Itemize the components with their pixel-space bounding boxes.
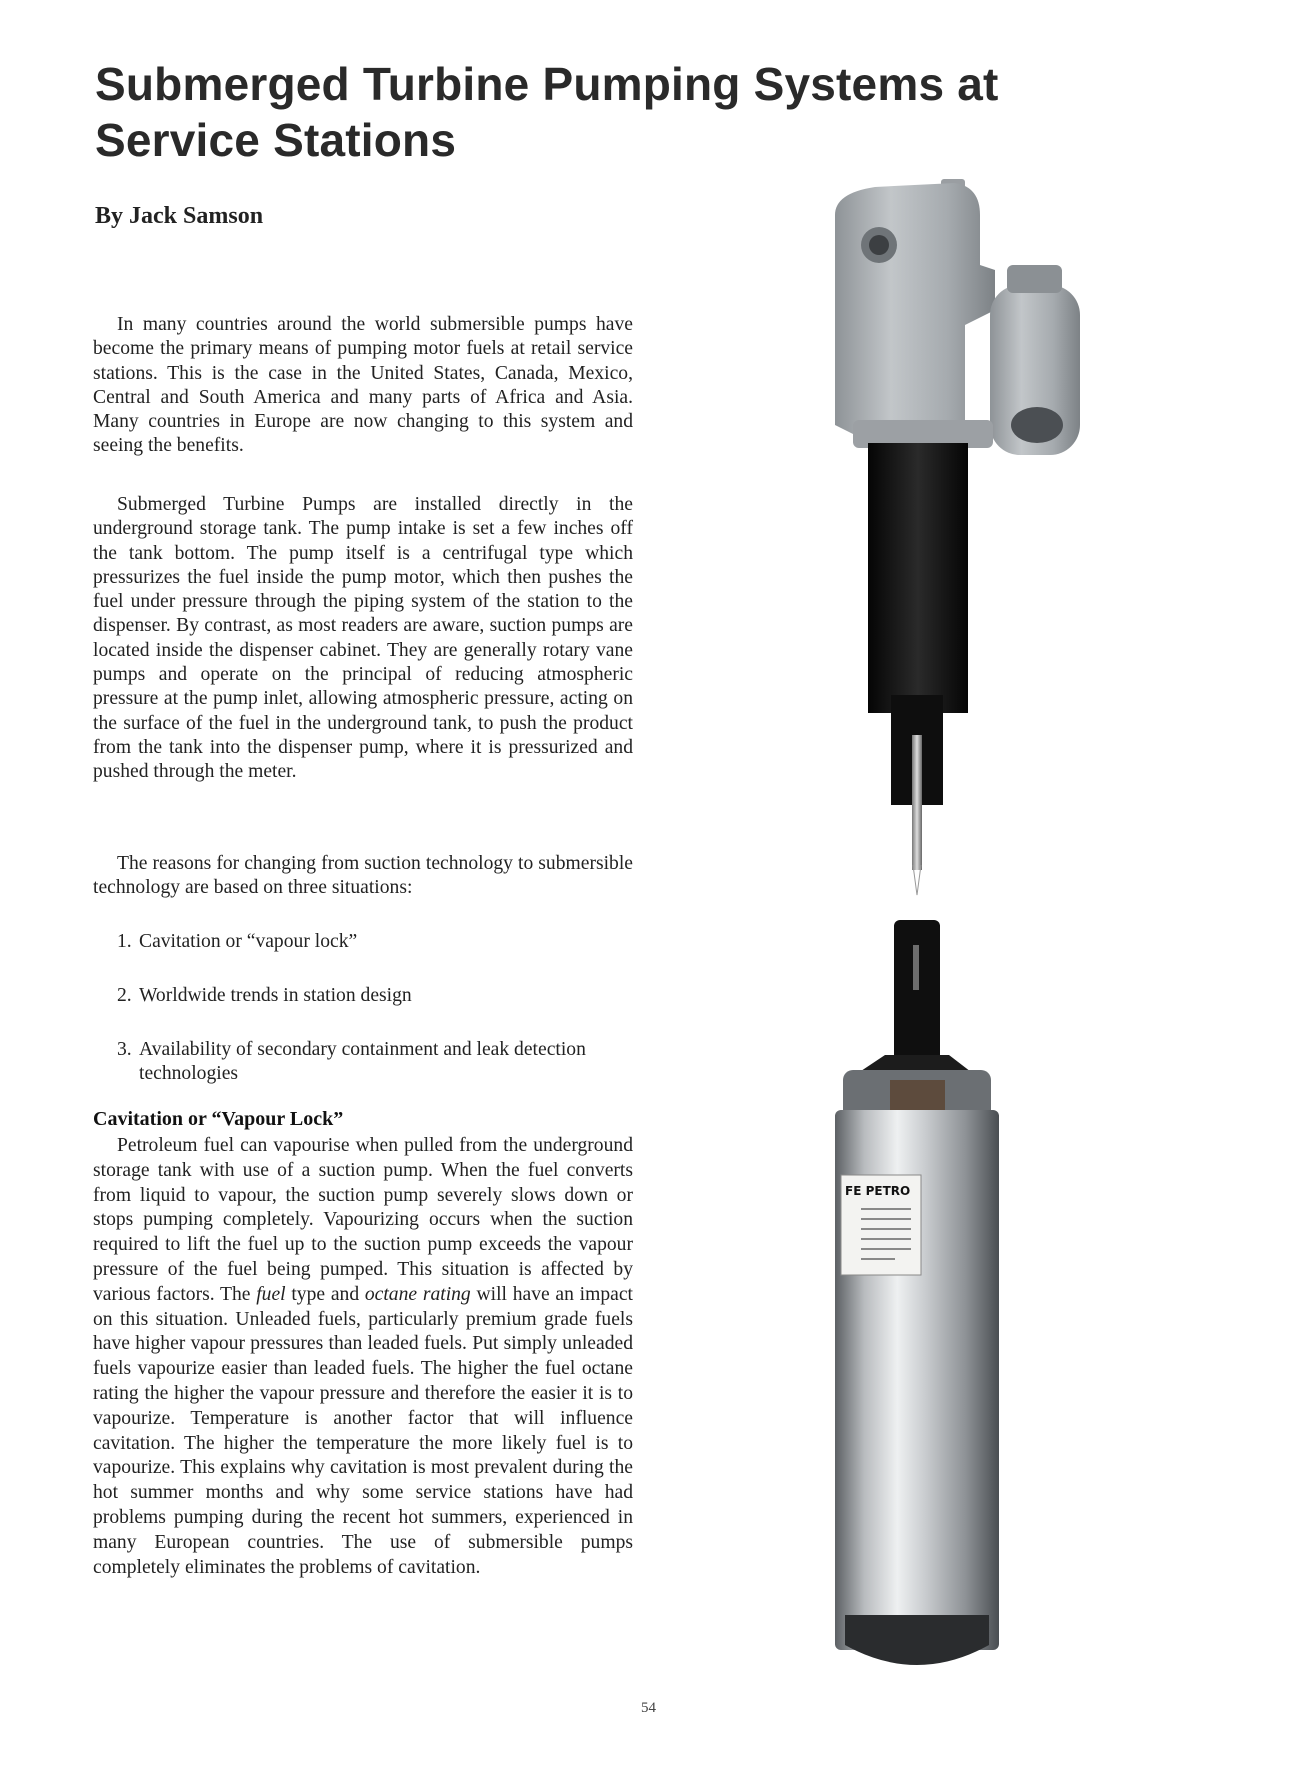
motor-base: [845, 1615, 989, 1665]
port-hole-inner: [869, 235, 889, 255]
list-item: [93, 1038, 633, 1086]
article-title: [95, 56, 1195, 168]
junction-cap: [1007, 265, 1062, 293]
title-line-1: Submerged Turbine Pumping Systems at: [95, 58, 999, 110]
pump-head-casting: [835, 183, 995, 445]
paragraph-cavitation: [93, 1134, 633, 1580]
paragraph-2: Submerged Turbine Pumps are installed directly in the underground storage tank. The pump intake is set a few inches off the tank bottom. The pump itself is a centrifugal type which pressurizes the fuel inside the pump motor, which then pushes the fuel under pressure through the piping system of the station to the dispenser. By contrast, as most readers are aware, suction pumps are located inside the dispenser cabinet. They are generally rotary vane pumps and operate on the principal of reducing atmospheric pressure at the pump inlet, allowing atmospheric pressure, acting on the surface of the fuel in the underground tank, to push the product from the tank into the dispenser pump, where it is pressurized and pushed through the meter.: [93, 494, 633, 783]
intro-paragraph: [93, 313, 633, 459]
reasons-paragraph: [93, 852, 633, 901]
list-item: [93, 930, 633, 954]
reasons-list: [93, 930, 633, 1086]
byline: By Jack Samson: [95, 203, 264, 229]
section-heading: Cavitation or “Vapour Lock”: [93, 1108, 344, 1130]
paragraph-1: In many countries around the world submersible pumps have become the primary means of pumping motor fuels at retail service stations. This is the case in the United States, Canada, Mexico, Central and South America and many parts of Africa and Asia. Many countries in Europe are now changing to this system and seeing the benefits.: [93, 314, 633, 457]
drive-rod: [912, 735, 922, 870]
nameplate-brand: FE PETRO: [845, 1184, 911, 1198]
paragraph-text: type and: [285, 1283, 365, 1305]
list-item: [93, 984, 633, 1008]
section-body: [93, 1134, 633, 1580]
list-text: Availability of secondary containment and leak detection technologies: [139, 1039, 586, 1084]
list-number: 1.: [117, 931, 132, 952]
list-number: 2.: [117, 985, 132, 1006]
submersible-pump-image: [815, 175, 1115, 1675]
paragraph-text: Petroleum fuel can vapourise when pulled from the underground storage tank with use of a suction pump. When the fuel converts from liquid to vapour, the suction pump severely slows down or stops pumping completely. Vapourizing occurs when the suction required to lift the fuel up to the suction pump exceeds the vapour pressure of the fuel being pumped. This situation is affected by various factors. The: [93, 1135, 633, 1305]
lead-highlight: [913, 945, 919, 990]
paragraph-3: The reasons for changing from suction technology to submersible technology are based on three situations:: [93, 853, 633, 899]
emphasis-octane-rating: octane rating: [364, 1283, 471, 1305]
list-text: Worldwide trends in station design: [139, 985, 412, 1006]
conduit-port: [1011, 407, 1063, 443]
riser-pipe: [868, 443, 968, 713]
paragraph-text: will have an impact on this situation. Unleaded fuels, particularly premium grade fuels have higher vapour pressures than leaded fuels. Put simply unleaded fuels vapourize easier than leaded fuels. The higher the fuel octane rating the higher the vapour pressure and therefore the easier it is to vapourize. Temperature is another factor that will influence cavitation. The higher the temperature the more likely fuel is to vapourize. This explains why cavitation is most prevalent during the hot summer months and why some service stations have had problems pumping during the recent hot summers, experienced in many European countries. The use of submersible pumps completely eliminates the problems of cavitation.: [93, 1283, 633, 1578]
page-number: 54: [641, 1700, 656, 1716]
body-paragraph: [93, 493, 633, 785]
title-line-2: Service Stations: [95, 114, 457, 166]
list-number: 3.: [117, 1039, 132, 1060]
list-text: Cavitation or “vapour lock”: [139, 931, 358, 952]
emphasis-fuel: fuel: [256, 1283, 286, 1305]
pump-photo: [815, 175, 1115, 1675]
